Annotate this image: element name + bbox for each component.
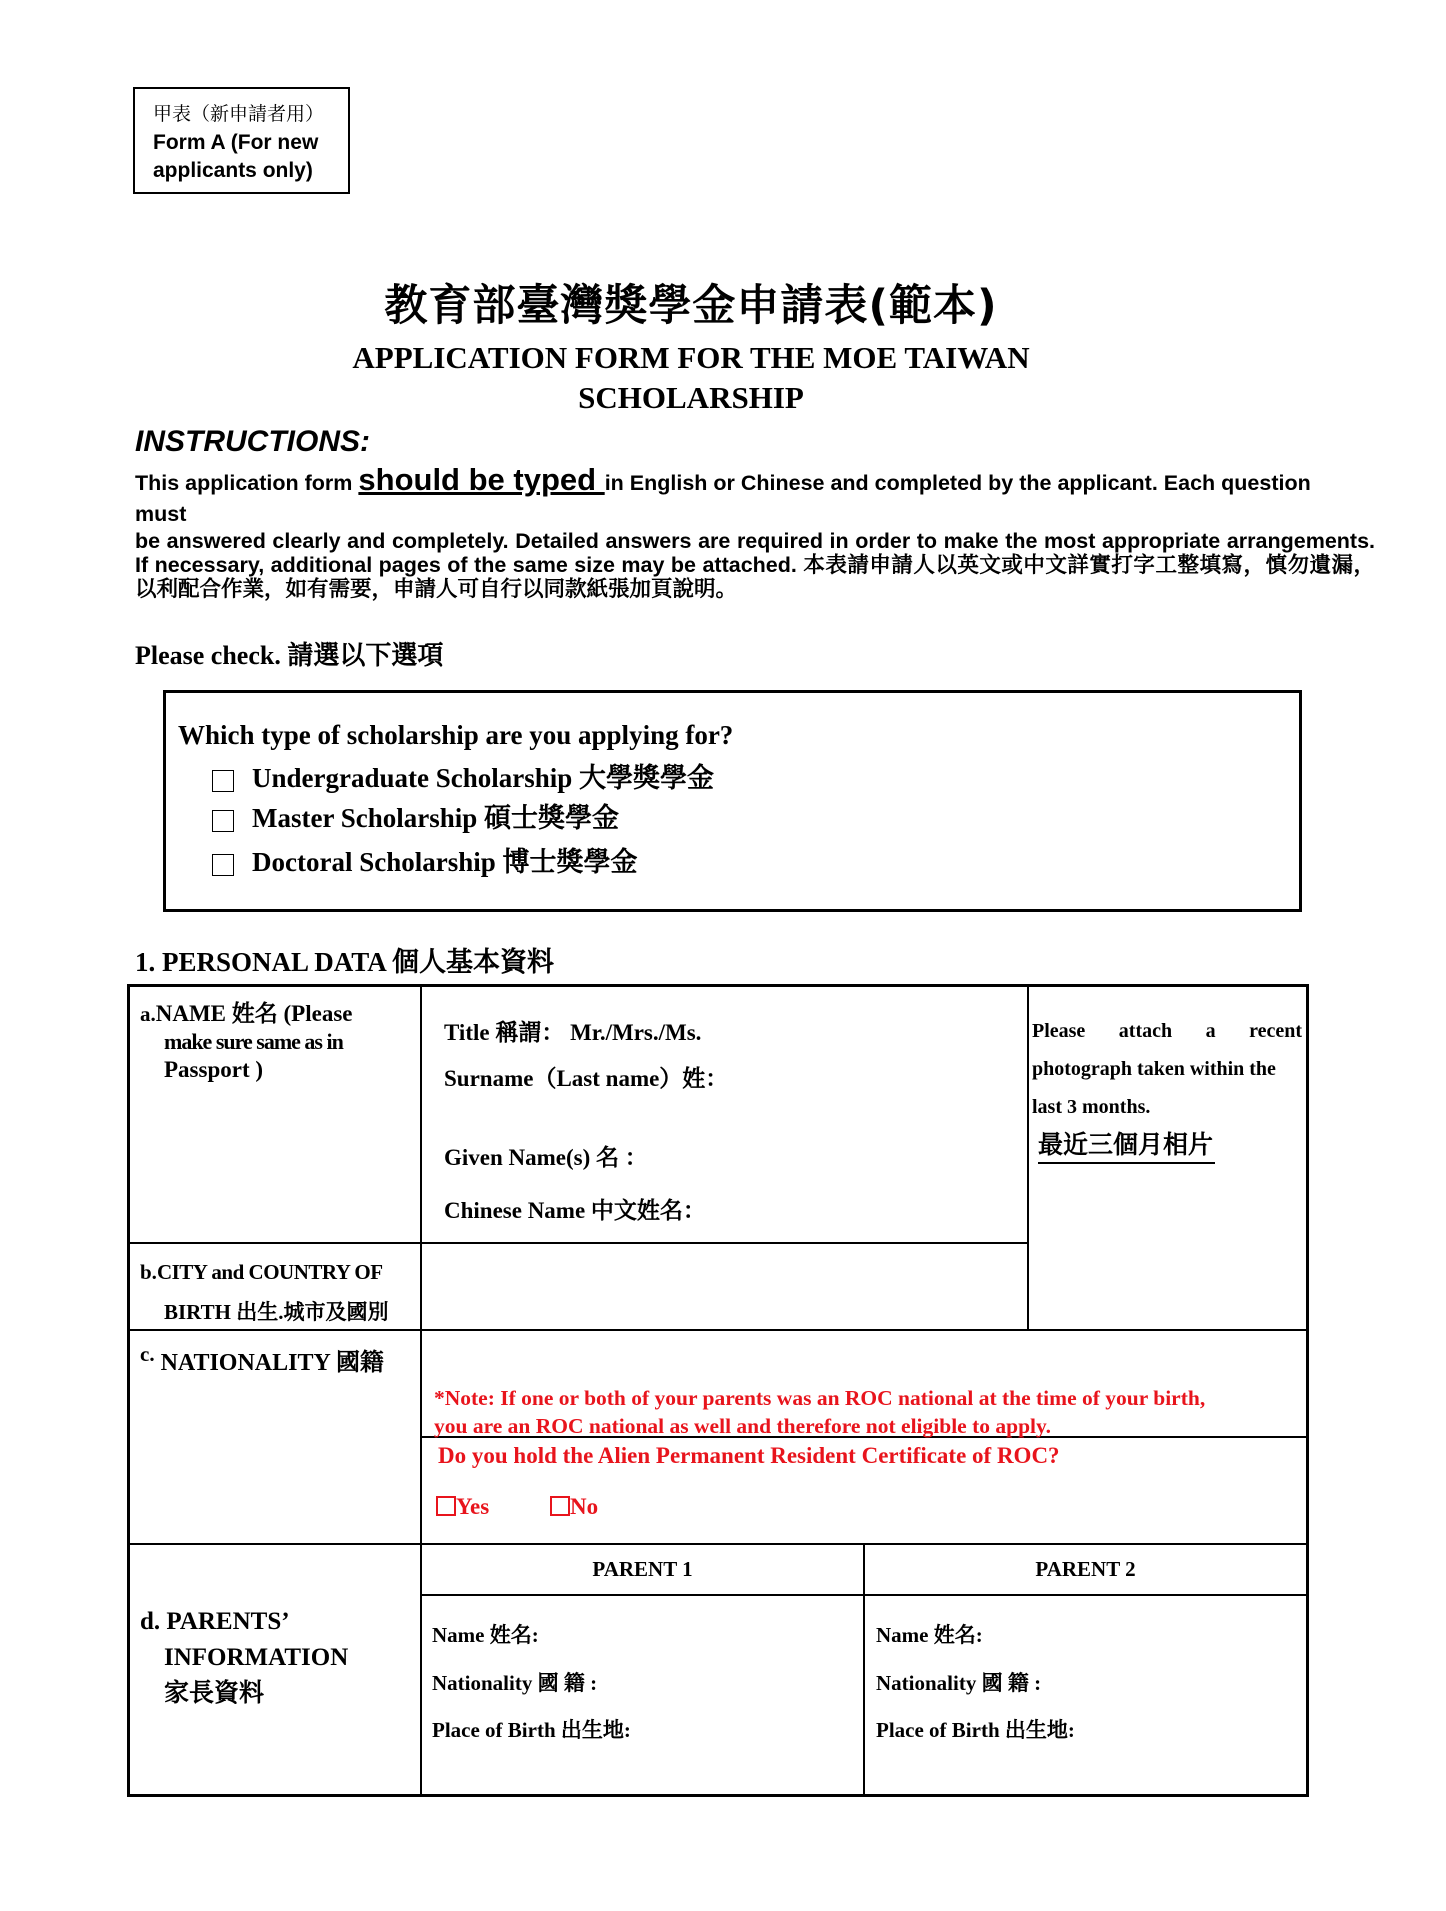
label-column-divider — [420, 984, 422, 1794]
birth-label-line1: CITY and COUNTRY OF — [156, 1260, 383, 1284]
form-tag-english-line1: Form A (For new — [153, 131, 319, 154]
name-label-line3: Passport ) — [164, 1057, 264, 1082]
birth-label-line2: BIRTH 出生.城市及國別 — [164, 1300, 389, 1324]
parents-label-line2: INFORMATION — [164, 1644, 349, 1671]
table-left-border — [127, 984, 130, 1797]
master-checkbox[interactable] — [212, 810, 234, 832]
name-label — [140, 1000, 353, 1084]
nationality-note — [434, 1384, 1304, 1440]
table-right-border — [1306, 984, 1309, 1797]
resident-no-checkbox[interactable] — [550, 1496, 570, 1516]
parent1-nationality-field[interactable]: Nationality 國 籍 : — [432, 1671, 598, 1695]
master-option[interactable] — [212, 796, 619, 835]
scholarship-question: Which type of scholarship are you applying for? — [178, 720, 734, 750]
photo-instruction-line3: last 3 months. — [1032, 1096, 1151, 1118]
photo-instruction-line1: Please attach a recent — [1032, 1020, 1302, 1042]
master-label: Master Scholarship 碩士獎學金 — [252, 803, 620, 833]
form-type-tag — [133, 87, 350, 194]
row-c-bottom — [127, 1543, 1307, 1545]
birth-place-label — [140, 1252, 388, 1332]
parent1-header: PARENT 1 — [592, 1557, 693, 1581]
parent1-name-field[interactable]: Name 姓名: — [432, 1623, 539, 1647]
nationality-note-line2: you are an ROC national as well and therefore not eligible to apply. — [434, 1414, 1051, 1438]
undergraduate-option[interactable] — [212, 756, 714, 795]
parents-header-divider — [420, 1594, 1307, 1596]
given-name-field[interactable]: Given Name(s) 名 ： — [444, 1145, 648, 1170]
parents-label-line3: 家長資料 — [164, 1680, 265, 1707]
doctoral-label: Doctoral Scholarship 博士獎學金 — [252, 847, 638, 877]
nationality-label — [140, 1342, 384, 1377]
table-top-border — [127, 984, 1309, 987]
resident-no-option[interactable] — [550, 1494, 598, 1520]
resident-no-label: No — [570, 1494, 599, 1519]
name-label-line2: make sure same as in — [164, 1029, 343, 1054]
parent2-birthplace-field[interactable]: Place of Birth 出生地: — [876, 1718, 1075, 1742]
form-tag-english-line2: applicants only) — [153, 159, 313, 182]
table-bottom-border — [127, 1794, 1309, 1797]
photo-column-divider — [1027, 984, 1029, 1330]
photo-placeholder[interactable] — [1032, 1012, 1302, 1166]
permanent-resident-question: Do you hold the Alien Permanent Resident Certificate of ROC? — [438, 1443, 1060, 1468]
parent1-birthplace-field[interactable]: Place of Birth 出生地: — [432, 1718, 631, 1742]
nationality-note-line1: *Note: If one or both of your parents was an ROC national at the time of your birth, — [434, 1386, 1206, 1410]
title-english-line1: APPLICATION FORM FOR THE MOE TAIWAN — [352, 340, 1030, 375]
check-prompt: Please check. 請選以下選項 — [135, 641, 444, 670]
instructions-line1-pre: This application form — [135, 471, 359, 495]
undergraduate-checkbox[interactable] — [212, 770, 234, 792]
resident-yes-checkbox[interactable] — [436, 1496, 456, 1516]
birth-place-input[interactable] — [424, 1247, 1024, 1327]
parents-label-line1: d. PARENTS’ — [140, 1608, 290, 1635]
instructions-heading: INSTRUCTIONS: — [135, 425, 370, 458]
row-a-bottom — [127, 1242, 1027, 1244]
photo-chinese-label: 最近三個月相片 — [1038, 1130, 1215, 1164]
row-a-marker: a. — [140, 1002, 156, 1026]
parents-label — [140, 1604, 348, 1712]
instructions-line1-post: in English or Chinese and completed by the applicant. Each question — [604, 471, 1311, 495]
doctoral-checkbox[interactable] — [212, 854, 234, 876]
title-chinese: 教育部臺灣獎學金申請表(範本) — [384, 281, 998, 331]
photo-instruction-line2: photograph taken within the — [1032, 1058, 1276, 1080]
resident-yes-label: Yes — [456, 1494, 490, 1519]
nationality-label-text: NATIONALITY 國籍 — [160, 1350, 384, 1376]
title-english-line2: SCHOLARSHIP — [578, 380, 804, 415]
form-tag-chinese: 甲表（新申請者用） — [153, 104, 325, 125]
row-c-marker: c. — [140, 1342, 155, 1366]
title-field[interactable]: Title 稱謂： Mr./Mrs./Ms. — [444, 1020, 702, 1045]
name-label-line1: NAME 姓名 (Please — [155, 1001, 353, 1026]
undergraduate-label: Undergraduate Scholarship 大學獎學金 — [252, 763, 715, 793]
chinese-name-field[interactable]: Chinese Name 中文姓名： — [444, 1198, 706, 1223]
parent2-header: PARENT 2 — [1035, 1557, 1136, 1581]
parent2-name-field[interactable]: Name 姓名: — [876, 1623, 983, 1647]
resident-yes-option[interactable] — [436, 1494, 489, 1520]
instructions-emphasis: should be typed — [358, 462, 605, 497]
section1-title: 1. PERSONAL DATA 個人基本資料 — [135, 947, 555, 977]
doctoral-option[interactable] — [212, 840, 638, 879]
instructions-body: be answered clearly and completely. Detailed answers are required in order to make the most appropriate arrangements. If necessary, additional pages of the same size may be attached. 本表請申請人以英文或中文詳實打字工整填寫，慎勿遺漏，以利配合作業，如有需要，申請人可自行以同款紙張加頁說明。 — [135, 529, 1375, 601]
row-b-marker: b. — [140, 1260, 157, 1284]
surname-field[interactable]: Surname（Last name）姓： — [444, 1066, 729, 1091]
instructions-must: must — [135, 502, 187, 526]
parent2-nationality-field[interactable]: Nationality 國 籍 : — [876, 1671, 1042, 1695]
instructions-line1 — [135, 462, 1395, 498]
